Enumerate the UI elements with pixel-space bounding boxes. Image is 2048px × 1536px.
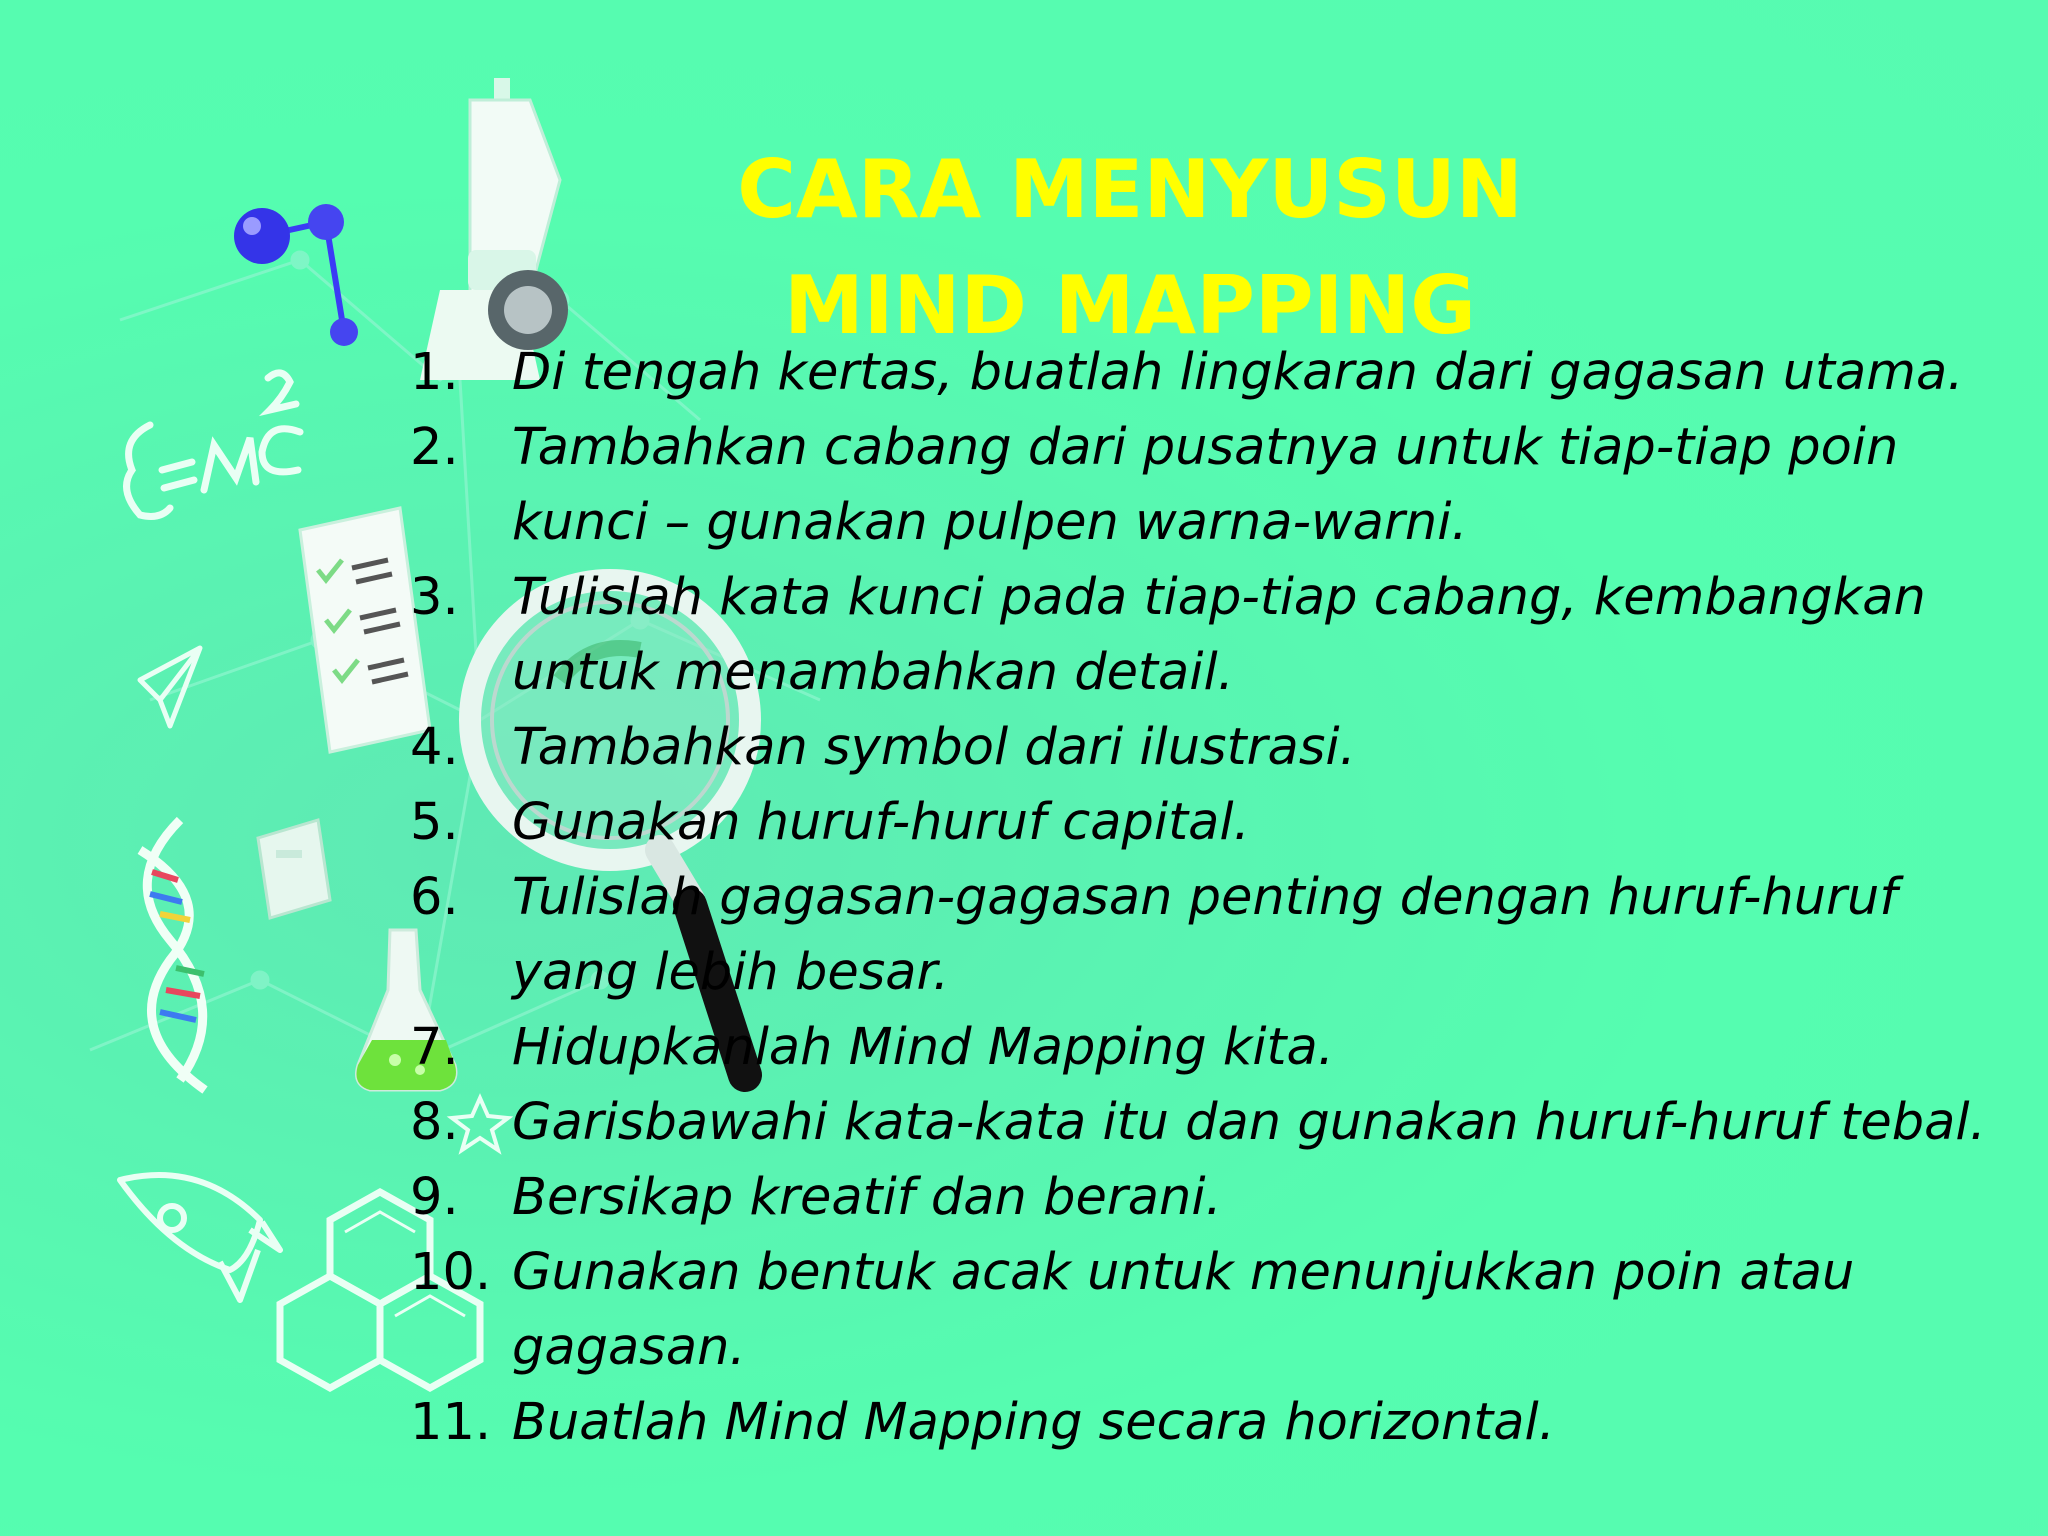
step-number: 6. [410, 868, 459, 927]
step-number: 5. [410, 793, 459, 852]
list-item [410, 1235, 2010, 1385]
step-text: Garisbawahi kata-kata itu dan gunakan huruf-huruf tebal. [512, 1093, 1986, 1152]
step-text: Tambahkan cabang dari pusatnya untuk tiap-tiap poin kunci – gunakan pulpen warna-warni. [512, 418, 1899, 552]
list-item [410, 1385, 2010, 1460]
title-line-2: MIND MAPPING [784, 258, 1476, 352]
step-number: 1. [410, 343, 459, 402]
step-text: Tulislah kata kunci pada tiap-tiap cabang, kembangkan untuk menambahkan detail. [512, 568, 1926, 702]
title-line-1: CARA MENYUSUN [737, 142, 1523, 236]
list-item [410, 335, 2010, 410]
list-item [410, 560, 2010, 710]
step-text: Gunakan bentuk acak untuk menunjukkan poin atau gagasan. [512, 1243, 1855, 1377]
list-item [410, 410, 2010, 560]
list-item [410, 860, 2010, 1010]
step-number: 3. [410, 568, 459, 627]
list-item [410, 1160, 2010, 1235]
step-number: 8. [410, 1093, 459, 1152]
step-number: 10. [410, 1243, 492, 1302]
step-number: 4. [410, 718, 459, 777]
list-item [410, 1085, 2010, 1160]
list-item [410, 710, 2010, 785]
book-icon [258, 820, 330, 918]
list-item [410, 785, 2010, 860]
step-number: 7. [410, 1018, 459, 1077]
step-text: Buatlah Mind Mapping secara horizontal. [512, 1393, 1555, 1452]
step-text: Tulislah gagasan-gagasan penting dengan huruf-huruf yang lebih besar. [512, 868, 1898, 1002]
step-text: Bersikap kreatif dan berani. [512, 1168, 1222, 1227]
dna-icon [140, 820, 205, 1090]
steps-list [410, 335, 2010, 1460]
rocket-icon [120, 1175, 280, 1300]
step-number: 11. [410, 1393, 492, 1452]
step-text: Hidupkanlah Mind Mapping kita. [512, 1018, 1334, 1077]
formula-icon [127, 373, 300, 517]
list-item [410, 1010, 2010, 1085]
step-number: 9. [410, 1168, 459, 1227]
step-number: 2. [410, 418, 459, 477]
step-text: Di tengah kertas, buatlah lingkaran dari gagasan utama. [512, 343, 1964, 402]
slide-title [700, 132, 1560, 364]
step-text: Tambahkan symbol dari ilustrasi. [512, 718, 1356, 777]
step-text: Gunakan huruf-huruf capital. [512, 793, 1250, 852]
